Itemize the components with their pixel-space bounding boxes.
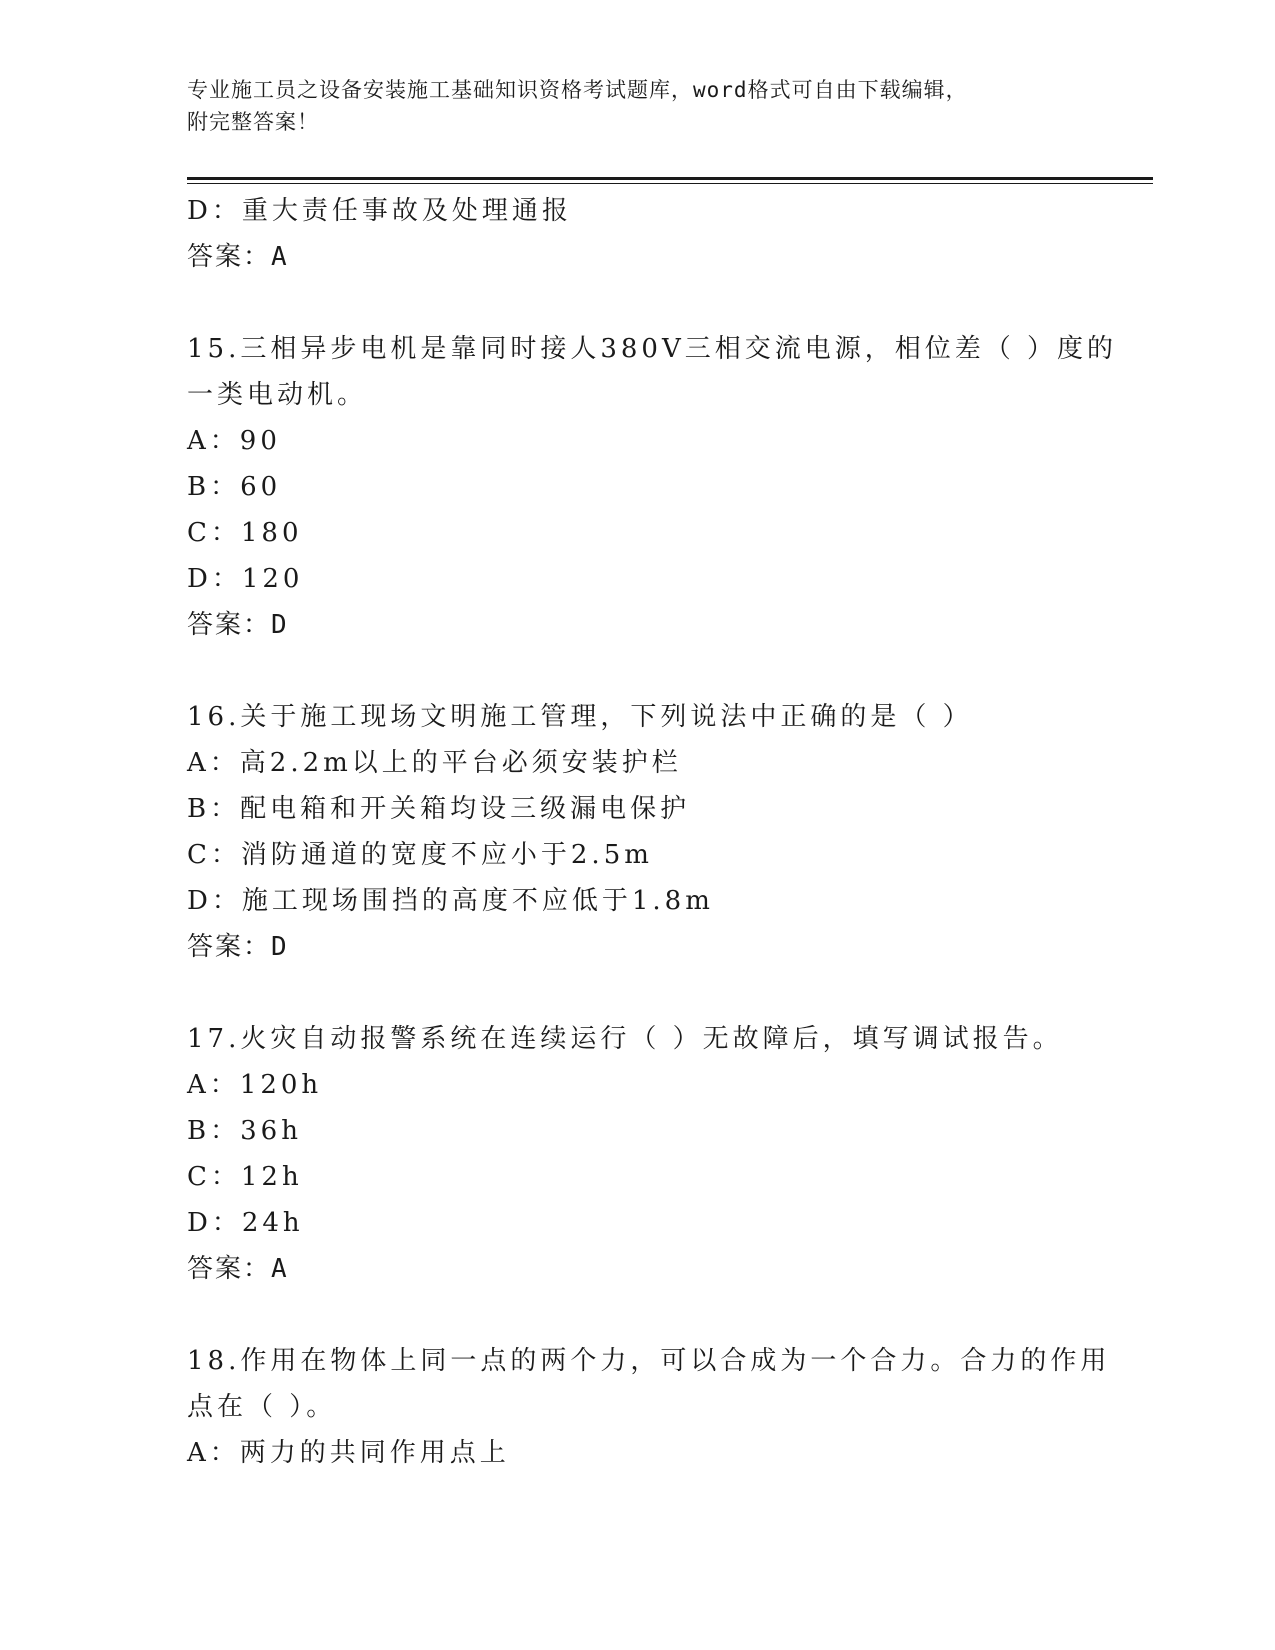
option-c: C：消防通道的宽度不应小于2.5m: [187, 840, 653, 870]
question-text-line: 16.关于施工现场文明施工管理，下列说法中正确的是（ ）: [187, 702, 973, 732]
option-a: A：120h: [187, 1070, 323, 1100]
option-a: A：高2.2m以上的平台必须安装护栏: [187, 748, 682, 778]
prev-answer: 答案：A: [187, 242, 289, 272]
prev-option-d: D：重大责任事故及处理通报: [187, 196, 572, 226]
question-text-line: 18.作用在物体上同一点的两个力，可以合成为一个合力。合力的作用: [187, 1346, 1111, 1376]
question-text-line: 点在（ ）。: [187, 1392, 337, 1422]
header-line-1: 专业施工员之设备安装施工基础知识资格考试题库，word格式可自由下载编辑，: [187, 78, 968, 102]
option-d: D：120: [187, 564, 304, 594]
document-header: [187, 74, 1087, 138]
answer: 答案：D: [187, 932, 289, 962]
answer: 答案：D: [187, 610, 289, 640]
option-b: B：配电箱和开关箱均设三级漏电保护: [187, 794, 691, 824]
question-18: [187, 1338, 1111, 1476]
question-17: [187, 1016, 1087, 1292]
header-divider-thin: [187, 183, 1153, 184]
option-c: C：12h: [187, 1162, 303, 1192]
answer: 答案：A: [187, 1254, 289, 1284]
question-content: [187, 188, 1118, 1476]
question-16: [187, 694, 1087, 970]
option-d: D：24h: [187, 1208, 304, 1238]
option-a: A：90: [187, 426, 281, 456]
question-15: [187, 326, 1118, 648]
header-divider-thick: [187, 177, 1153, 180]
option-c: C：180: [187, 518, 303, 548]
option-a: A：两力的共同作用点上: [187, 1438, 510, 1468]
option-b: B：36h: [187, 1116, 302, 1146]
header-line-2: 附完整答案！: [187, 110, 319, 134]
question-text-line: 17.火灾自动报警系统在连续运行（ ）无故障后，填写调试报告。: [187, 1024, 1063, 1054]
option-b: B：60: [187, 472, 282, 502]
option-d: D：施工现场围挡的高度不应低于1.8m: [187, 886, 714, 916]
question-text-line: 一类电动机。: [187, 380, 368, 410]
question-text-line: 15.三相异步电机是靠同时接人380V三相交流电源，相位差（ ）度的: [187, 334, 1118, 364]
